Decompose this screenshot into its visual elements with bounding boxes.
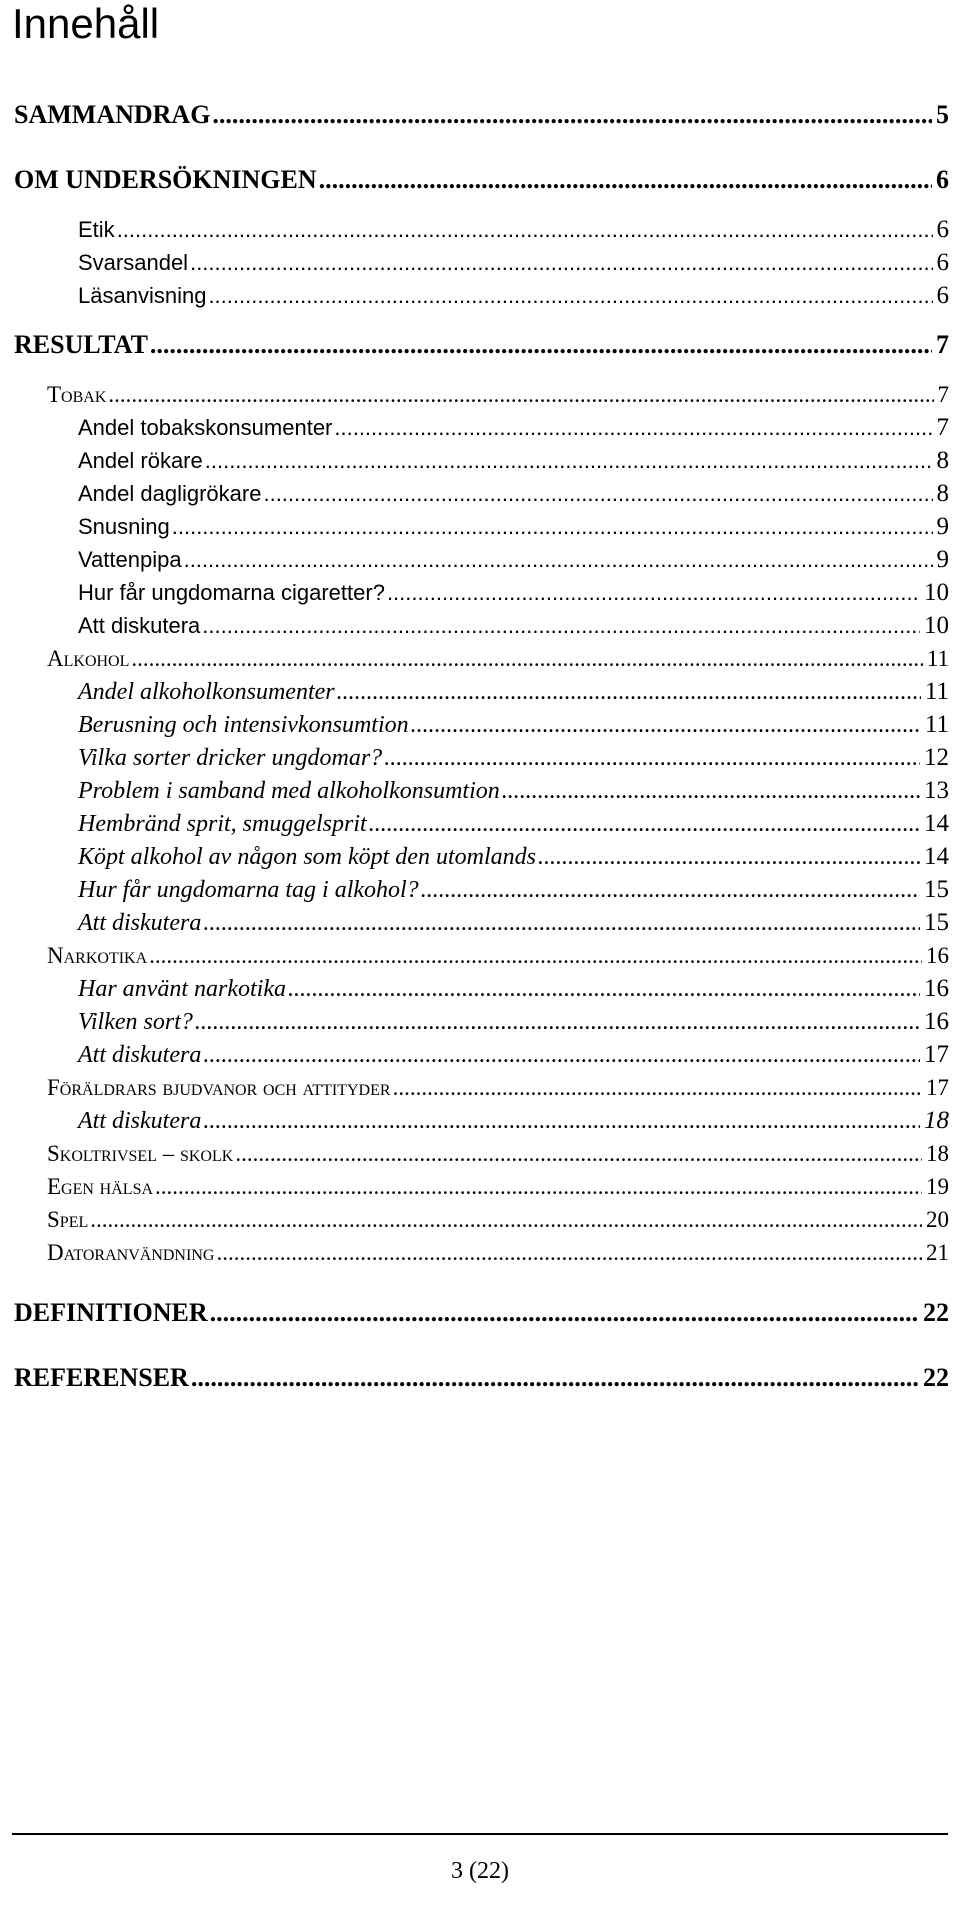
toc-leader (212, 98, 932, 132)
toc-entry-page: 21 (926, 1240, 949, 1265)
toc-entry-referenser[interactable] (14, 1361, 949, 1395)
toc-leader (155, 1170, 922, 1204)
toc-leader (203, 906, 920, 940)
toc-entry-page: 17 (926, 1075, 949, 1100)
toc-entry-title: Etik (78, 217, 115, 242)
toc-entry-title: Vattenpipa (78, 547, 182, 572)
toc-entry-title: Problem i samband med alkoholkonsumtion (78, 778, 500, 804)
toc-leader (502, 774, 920, 808)
toc-entry-title: Andel alkoholkonsumenter (78, 679, 335, 705)
toc-leader (90, 1203, 922, 1237)
toc-entry-page: 11 (924, 678, 949, 705)
toc-entry-berusning[interactable] (78, 708, 949, 742)
toc-entry-page: 6 (936, 216, 949, 243)
toc-entry-etik[interactable] (78, 213, 949, 247)
toc-entry-vilken-sort[interactable] (78, 1005, 949, 1039)
toc-entry-andel-rokare[interactable] (78, 444, 949, 478)
toc-leader (334, 411, 932, 445)
toc-entry-hur-far-alkohol[interactable] (78, 873, 949, 907)
toc-leader (369, 807, 920, 841)
toc-entry-problem[interactable] (78, 774, 949, 808)
toc-entry-title: Svarsandel (78, 250, 189, 275)
page-number: 3 (22) (451, 1858, 509, 1884)
toc-leader (172, 510, 933, 544)
toc-entry-page: 18 (926, 1141, 949, 1166)
toc-leader (263, 477, 932, 511)
toc-entry-andel-tobakskonsumenter[interactable] (78, 411, 949, 445)
toc-entry-narkotika[interactable] (47, 939, 949, 973)
toc-entry-att-diskutera-tobak[interactable] (78, 609, 949, 643)
toc-entry-andel-dagligrokare[interactable] (78, 477, 949, 511)
toc-entry-title: Hur får ungdomarna cigaretter? (78, 580, 385, 605)
toc-entry-title: Föräldrars bjudvanor och attityder (47, 1075, 391, 1100)
toc-entry-page: 15 (924, 909, 949, 936)
toc-entry-definitioner[interactable] (14, 1296, 949, 1330)
toc-leader (288, 972, 920, 1006)
toc-entry-title: Att diskutera (78, 1042, 202, 1068)
toc-entry-title: Vilken sort? (78, 1009, 193, 1035)
toc-entry-title: Berusning och intensivkonsumtion (78, 712, 409, 738)
toc-entry-spel[interactable] (47, 1203, 949, 1237)
toc-entry-page: 8 (936, 480, 949, 507)
toc-leader (384, 741, 920, 775)
toc-entry-title: Att diskutera (78, 613, 201, 638)
toc-entry-egen-halsa[interactable] (47, 1170, 949, 1204)
toc-leader (195, 1005, 920, 1039)
toc-entry-title: Andel dagligrökare (78, 481, 262, 506)
toc-entry-att-diskutera-narkotika[interactable] (78, 1038, 949, 1072)
toc-entry-om-undersokningen[interactable] (14, 163, 949, 197)
toc-entry-page: 9 (936, 546, 949, 573)
toc-entry-page: 12 (924, 744, 949, 771)
toc-entry-page: 7 (936, 414, 949, 441)
toc-entry-page: 6 (936, 165, 949, 194)
toc-entry-title: RESULTAT (14, 330, 148, 359)
toc-entry-page: 19 (926, 1174, 949, 1199)
toc-entry-title: Att diskutera (78, 1108, 202, 1134)
toc-entry-page: 13 (924, 777, 949, 804)
toc-entry-page: 16 (924, 1008, 949, 1035)
toc-entry-page: 20 (926, 1207, 949, 1232)
footer-divider (12, 1833, 948, 1835)
toc-entry-title: REFERENSER (14, 1363, 189, 1392)
toc-leader (191, 1361, 919, 1395)
toc-leader (150, 328, 932, 362)
toc-entry-title: Datoranvändning (47, 1240, 215, 1265)
toc-entry-page: 11 (924, 711, 949, 738)
toc-entry-title: Andel tobakskonsumenter (78, 415, 333, 440)
toc-leader (203, 1104, 920, 1138)
toc-entry-resultat[interactable] (14, 328, 949, 362)
toc-leader (117, 213, 933, 247)
toc-entry-page: 18 (924, 1107, 949, 1134)
toc-entry-page: 7 (937, 382, 949, 407)
toc-entry-title: Hembränd sprit, smuggelsprit (78, 811, 367, 837)
toc-entry-svarsandel[interactable] (78, 246, 949, 280)
toc-entry-title: Skoltrivsel – skolk (47, 1141, 234, 1166)
toc-leader (411, 708, 921, 742)
toc-entry-page: 6 (936, 249, 949, 276)
toc-entry-page: 16 (926, 943, 949, 968)
toc-leader (184, 543, 933, 577)
toc-leader (393, 1071, 922, 1105)
toc-entry-skoltrivsel[interactable] (47, 1137, 949, 1171)
toc-entry-title: Tobak (47, 382, 107, 407)
toc-entry-title: SAMMANDRAG (14, 100, 211, 129)
toc-entry-vattenpipa[interactable] (78, 543, 949, 577)
toc-entry-title: Spel (47, 1207, 89, 1232)
toc-leader (216, 1236, 922, 1270)
toc-entry-page: 11 (926, 646, 949, 671)
toc-entry-page: 17 (924, 1041, 949, 1068)
toc-leader (319, 163, 932, 197)
toc-entry-title: OM UNDERSÖKNINGEN (14, 165, 317, 194)
toc-leader (203, 1038, 920, 1072)
toc-entry-page: 22 (923, 1298, 949, 1327)
toc-leader (421, 873, 920, 907)
toc-entry-page: 10 (924, 612, 949, 639)
toc-entry-title: Egen hälsa (47, 1174, 154, 1199)
toc-entry-title: Alkohol (47, 646, 130, 671)
toc-entry-hur-far-ungdomarna-cigaretter[interactable] (78, 576, 949, 610)
toc-entry-snusning[interactable] (78, 510, 949, 544)
toc-leader (208, 279, 932, 313)
toc-leader (205, 444, 933, 478)
toc-entry-title: Narkotika (47, 943, 148, 968)
toc-entry-title: Köpt alkohol av någon som köpt den utomlands (78, 844, 536, 870)
toc-entry-title: Har använt narkotika (78, 976, 286, 1002)
toc-entry-foraldrars-bjudvanor[interactable] (47, 1071, 949, 1105)
toc-entry-page: 9 (936, 513, 949, 540)
toc-leader (202, 609, 920, 643)
toc-entry-title: Andel rökare (78, 448, 203, 473)
toc-entry-att-diskutera-alkohol[interactable] (78, 906, 949, 940)
toc-entry-att-diskutera-foraldrar[interactable] (78, 1104, 949, 1138)
toc-entry-title: Snusning (78, 514, 170, 539)
toc-leader (210, 1296, 919, 1330)
toc-entry-sammandrag[interactable] (14, 98, 949, 132)
toc-entry-title: DEFINITIONER (14, 1298, 208, 1327)
toc-entry-page: 10 (924, 579, 949, 606)
toc-entry-page: 7 (936, 330, 949, 359)
toc-entry-page: 14 (924, 843, 949, 870)
toc-entry-title: Hur får ungdomarna tag i alkohol? (78, 877, 419, 903)
toc-entry-page: 6 (936, 282, 949, 309)
toc-entry-hembrand-sprit[interactable] (78, 807, 949, 841)
toc-entry-har-anvant-narkotika[interactable] (78, 972, 949, 1006)
toc-entry-kopt-alkohol[interactable] (78, 840, 949, 874)
toc-entry-vilka-sorter[interactable] (78, 741, 949, 775)
toc-leader (387, 576, 920, 610)
toc-entry-page: 22 (923, 1363, 949, 1392)
toc-entry-title: Läsanvisning (78, 283, 207, 308)
toc-entry-page: 15 (924, 876, 949, 903)
toc-entry-page: 14 (924, 810, 949, 837)
toc-leader (235, 1137, 922, 1171)
toc-entry-page: 8 (936, 447, 949, 474)
toc-leader (190, 246, 932, 280)
toc-leader (131, 642, 922, 676)
page-title: Innehåll (12, 0, 160, 47)
toc-entry-page: 5 (936, 100, 949, 129)
toc-entry-lasanvisning[interactable] (78, 279, 949, 313)
toc-entry-alkohol[interactable] (47, 642, 949, 676)
toc-leader (538, 840, 920, 874)
toc-leader (337, 675, 921, 709)
toc-leader (149, 939, 922, 973)
toc-entry-tobak[interactable] (47, 378, 949, 412)
toc-entry-title: Vilka sorter dricker ungdomar? (78, 745, 383, 771)
toc-entry-title: Att diskutera (78, 910, 202, 936)
toc-entry-datoranvandning[interactable] (47, 1236, 949, 1270)
toc-entry-andel-alkoholkonsumenter[interactable] (78, 675, 949, 709)
toc-leader (108, 378, 933, 412)
toc-entry-page: 16 (924, 975, 949, 1002)
